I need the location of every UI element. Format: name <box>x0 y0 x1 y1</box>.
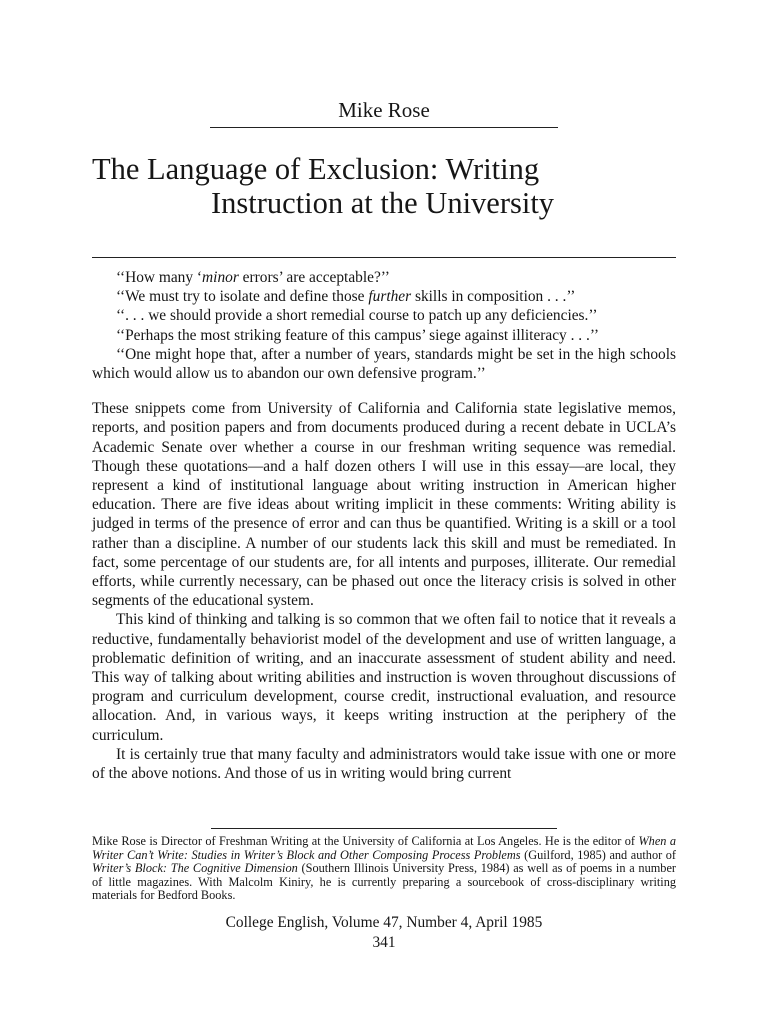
footnote-divider <box>211 828 557 829</box>
journal-citation: College English, Volume 47, Number 4, April 1985 <box>225 914 543 931</box>
quote-line: ‘‘How many ‘minor errors’ are acceptable?’’ <box>116 269 390 286</box>
epigraph-quotes <box>92 268 676 383</box>
article-body <box>92 268 676 783</box>
book-title: When a Writer Can’t Write: Studies in Writer’s Block and Other Composing Process Problems <box>92 834 676 862</box>
body-paragraph: This kind of thinking and talking is so common that we often fail to notice that it reveals a reductive, fundamentally behaviorist model of the development and use of written language, a problematic definition of writing, and an inaccurate assessment of student ability and need. This way of talking about writing abilities and instruction is woven throughout discussions of program and curriculum development, course credit, instructional evaluation, and resource allocation. And, in various ways, it keeps writing instruction at the periphery of the curriculum. <box>92 611 676 744</box>
title-line-1: The Language of Exclusion: Writing <box>92 152 540 186</box>
author-divider <box>210 127 558 128</box>
body-paragraph: These snippets come from University of California and California state legislative memos, reports, and position papers and from documents produced during a recent debate in UCLA’s Academic Senate over whether a course in our freshman writing sequence was remedial. Though these quotations—and a half dozen others I will use in this essay—are local, they represent a kind of institutional language about writing instruction in American higher education. There are five ideas about writing implicit in these comments: Writing ability is judged in terms of the presence of error and can thus be quantified. Writing is a skill or a tool rather than a discipline. A number of our students lack this skill and must be remediated. In fact, some percentage of our students are, for all intents and purposes, illiterate. Our remedial efforts, while currently necessary, can be phased out once the literacy crisis is solved in other segments of the educational system. <box>92 400 676 610</box>
book-title: Writer’s Block: The Cognitive Dimension <box>92 861 298 876</box>
body-paragraph: It is certainly true that many faculty and administrators would take issue with one or more of the above notions. And those of us in writing would bring current <box>92 745 676 783</box>
quote-line: ‘‘Perhaps the most striking feature of this campus’ siege against illiteracy . . .’’ <box>116 326 599 344</box>
quote-line: ‘‘. . . we should provide a short remedial course to patch up any deficiencies.’’ <box>116 307 598 325</box>
title-line-2: Instruction at the University <box>211 186 555 220</box>
author-footnote: Mike Rose is Director of Freshman Writing at the University of California at Los Angeles. He is the editor of When a Writer Can’t Write: Studies in Writer’s Block and Other Composing Process Problems (Guilford, 1985) and author of Writer’s Block: The Cognitive Dimension (Southern Illinois University Press, 1984) as well as of poems in a number of little magazines. With Malcolm Kiniry, he is currently preparing a sourcebook of cross-disciplinary writing materials for Bedford Books. <box>92 834 676 903</box>
article-title <box>92 152 692 220</box>
title-divider <box>92 257 676 258</box>
author-name: Mike Rose <box>338 98 430 122</box>
page-number: 341 <box>372 934 396 951</box>
quote-line: ‘‘One might hope that, after a number of years, standards might be set in the high schools which would allow us to abandon our own defensive program.’’ <box>92 345 676 383</box>
quote-line: ‘‘We must try to isolate and define those further skills in composition . . .’’ <box>116 288 576 306</box>
